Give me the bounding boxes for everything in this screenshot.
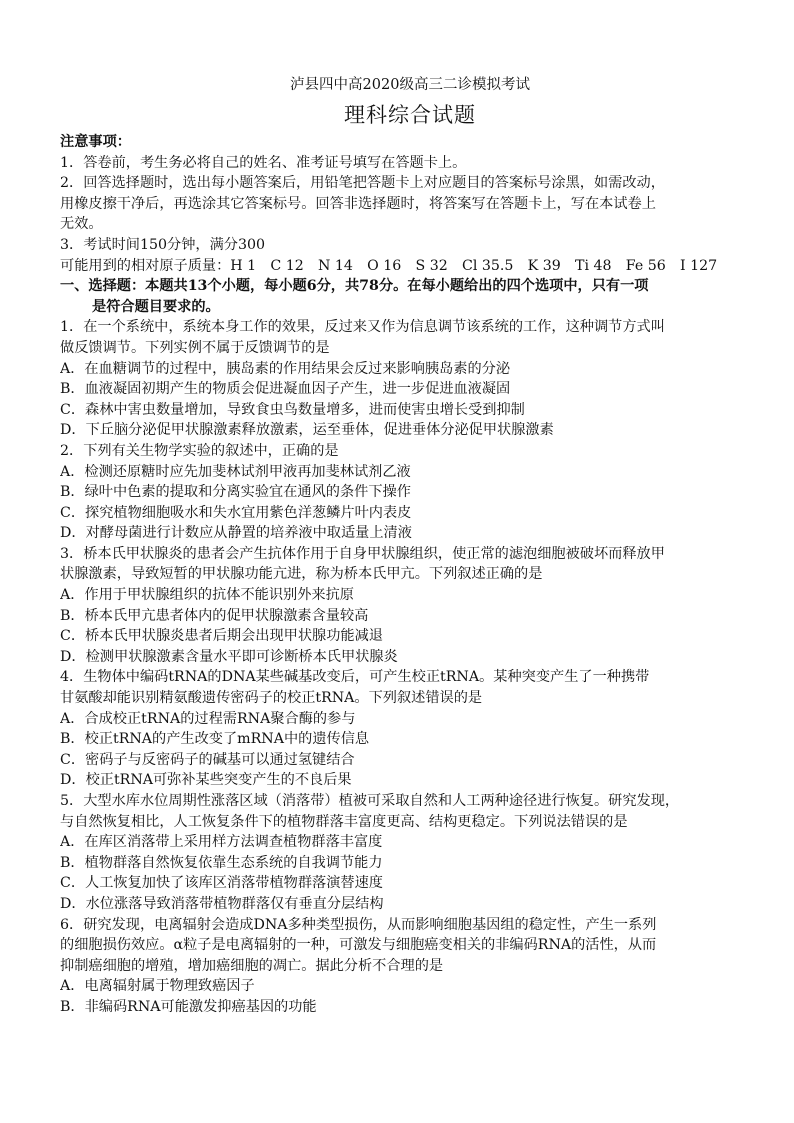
question-2 (60, 441, 760, 544)
option-a: A．合成校正tRNA的过程需RNA聚合酶的参与 (60, 710, 356, 727)
question-6 (60, 915, 760, 1018)
option-b: B．绿叶中色素的提取和分离实验宜在通风的条件下操作 (60, 484, 411, 501)
option-c: C．密码子与反密码子的碱基可以通过氢键结合 (60, 751, 355, 768)
question-stem: 5．大型水库水位周期性涨落区域（消落带）植被可采取自然和人工两种途径进行恢复。研究发现， (60, 793, 680, 809)
option-c: C．森林中害虫数量增加，导致食虫鸟数量增多，进而使害虫增长受到抑制 (60, 401, 525, 418)
option-d: D．校正tRNA可弥补某些突变产生的不良后果 (60, 772, 352, 789)
option-a: A．检测还原糖时应先加斐林试剂甲液再加斐林试剂乙液 (60, 463, 411, 480)
atomic-masses: 可能用到的相对原子质量：H 1 C 12 N 14 O 16 S 32 Cl 35.5 K 39 Ti 48 Fe 56 I 127 (60, 257, 718, 274)
option-a: A．在库区消落带上采用样方法调查植物群落丰富度 (60, 834, 383, 851)
section-heading: 一、选择题：本题共13个小题，每小题6分，共78分。在每小题给出的四个选项中，只有一项 (60, 278, 649, 295)
option-c: C．桥本氏甲状腺炎患者后期会出现甲状腺功能减退 (60, 628, 383, 645)
question-1 (60, 317, 760, 441)
option-a: A．作用于甲状腺组织的抗体不能识别外来抗原 (60, 587, 354, 604)
section-heading-cont: 是符合题目要求的。 (92, 298, 220, 315)
question-3 (60, 544, 760, 668)
notice-line: 3．考试时间150分钟，满分300 (60, 236, 266, 253)
notice-heading: 注意事项： (60, 134, 131, 150)
option-b: B．植物群落自然恢复依靠生态系统的自我调节能力 (60, 854, 383, 871)
question-5 (60, 791, 760, 915)
question-stem: 甘氨酸却能识别精氨酸遗传密码子的校正tRNA。下列叙述错误的是 (60, 690, 483, 707)
question-4 (60, 667, 760, 791)
question-stem: 抑制癌细胞的增殖，增加癌细胞的凋亡。据此分析不合理的是 (60, 957, 444, 974)
notice-line: 1．答卷前，考生务必将自己的姓名、准考证号填写在答题卡上。 (60, 154, 467, 171)
paper-title: 理科综合试题 (344, 103, 476, 127)
school-exam-name: 泸县四中高2020级高三二诊模拟考试 (290, 77, 530, 93)
question-stem: 2．下列有关生物学实验的叙述中，正确的是 (60, 442, 339, 459)
option-c: C．人工恢复加快了该库区消落带植物群落演替速度 (60, 875, 383, 892)
option-b: B．校正tRNA的产生改变了mRNA中的遗传信息 (60, 731, 370, 748)
option-d: D．检测甲状腺激素含量水平即可诊断桥本氏甲状腺炎 (60, 648, 398, 665)
option-c: C．探究植物细胞吸水和失水宜用紫色洋葱鳞片叶内表皮 (60, 504, 412, 521)
option-a: A．在血糖调节的过程中，胰岛素的作用结果会反过来影响胰岛素的分泌 (60, 360, 511, 377)
question-stem: 3．桥本氏甲状腺炎的患者会产生抗体作用于自身甲状腺组织，使正常的滤泡细胞被破坏而释放甲 (60, 545, 665, 562)
question-stem: 做反馈调节。下列实例不属于反馈调节的是 (60, 339, 330, 356)
question-stem: 状腺激素，导致短暂的甲状腺功能亢进，称为桥本氏甲亢。下列叙述正确的是 (60, 566, 543, 583)
question-stem: 的细胞损伤效应。α粒子是电离辐射的一种，可激发与细胞癌变相关的非编码RNA的活性，从而 (60, 937, 657, 954)
option-a: A．电离辐射属于物理致癌因子 (60, 978, 255, 995)
option-b: B．桥本氏甲亢患者体内的促甲状腺激素含量较高 (60, 607, 369, 624)
question-stem: 1．在一个系统中，系统本身工作的效果，反过来又作为信息调节该系统的工作，这种调节方式叫 (60, 319, 665, 336)
option-b: B．非编码RNA可能激发抑癌基因的功能 (60, 998, 317, 1015)
notice-line: 用橡皮擦干净后，再选涂其它答案标号。回答非选择题时，将答案写在答题卡上，写在本试卷上 (60, 195, 656, 212)
option-d: D．对酵母菌进行计数应从静置的培养液中取适量上清液 (60, 525, 412, 542)
question-stem: 与自然恢复相比，人工恢复条件下的植物群落丰富度更高、结构更稳定。下列说法错误的是 (60, 813, 628, 830)
notice-line: 无效。 (60, 216, 103, 233)
notice-line: 2．回答选择题时，选出每小题答案后，用铅笔把答题卡上对应题目的答案标号涂黑，如需改动， (60, 175, 665, 192)
option-d: D．水位涨落导致消落带植物群落仅有垂直分层结构 (60, 895, 384, 912)
exam-page (60, 74, 760, 1018)
question-stem: 4．生物体中编码tRNA的DNA某些碱基改变后，可产生校正tRNA。某种突变产生了一种携带 (60, 669, 650, 686)
option-d: D．下丘脑分泌促甲状腺激素释放激素，运至垂体，促进垂体分泌促甲状腺激素 (60, 422, 554, 439)
option-b: B．血液凝固初期产生的物质会促进凝血因子产生，进一步促进血液凝固 (60, 381, 511, 398)
question-stem: 6．研究发现，电离辐射会造成DNA多种类型损伤，从而影响细胞基因组的稳定性，产生一系列 (60, 916, 657, 933)
